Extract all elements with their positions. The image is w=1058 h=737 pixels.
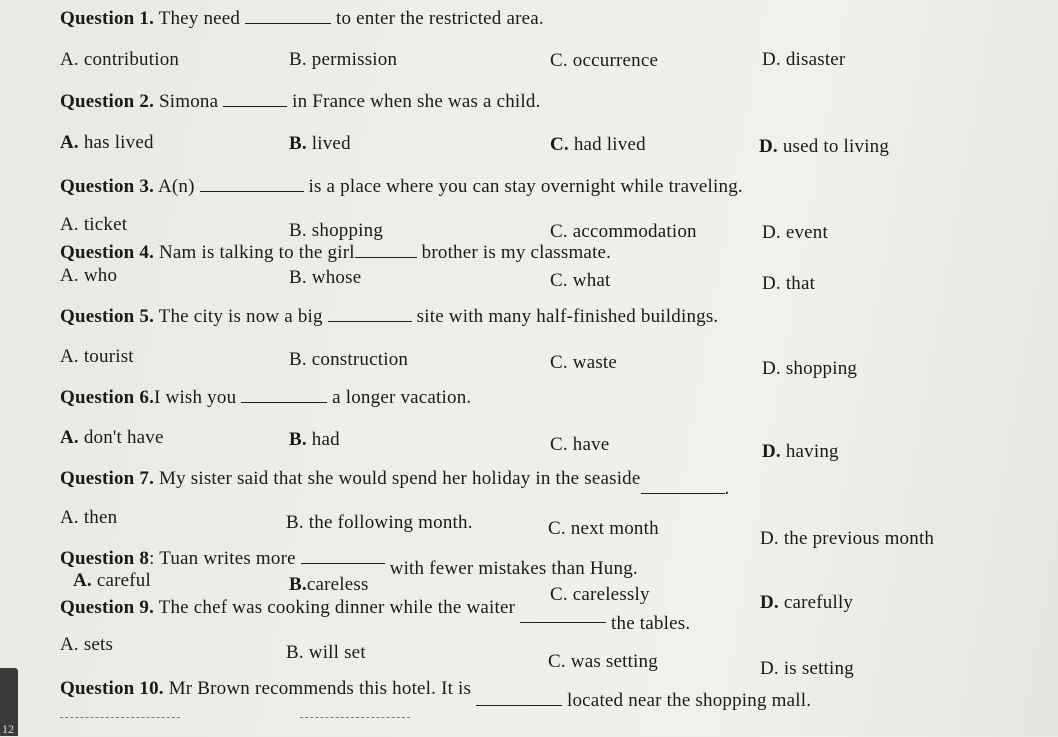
question-4-option-a[interactable] xyxy=(60,265,117,287)
question-1-stem xyxy=(60,8,544,30)
option-text: whose xyxy=(306,267,362,288)
question-3-option-d[interactable] xyxy=(762,222,828,244)
question-4-option-c[interactable] xyxy=(550,270,611,292)
option-text: shopping xyxy=(306,220,384,241)
question-5-option-a[interactable] xyxy=(60,346,134,368)
question-1-option-b[interactable] xyxy=(289,49,397,71)
question-3-option-c[interactable] xyxy=(550,221,697,243)
option-letter: D. xyxy=(760,528,779,549)
answer-blank[interactable] xyxy=(328,307,412,322)
question-6-option-d[interactable] xyxy=(762,441,839,463)
option-letter: D. xyxy=(762,441,781,462)
option-text: having xyxy=(780,441,839,462)
question-text-after: is a place where you can stay overnight while traveling. xyxy=(303,176,743,197)
option-letter: B. xyxy=(289,220,307,241)
option-letter: B. xyxy=(286,642,304,663)
question-5-option-b[interactable] xyxy=(289,349,408,371)
question-text-after: a longer vacation. xyxy=(327,387,472,408)
answer-blank[interactable] xyxy=(241,388,327,403)
option-letter: A. xyxy=(60,132,79,153)
question-text-before: Nam is talking to the girl xyxy=(154,242,355,263)
question-7-option-b[interactable] xyxy=(286,512,473,534)
option-letter: C. xyxy=(550,584,568,605)
option-letter: B. xyxy=(289,133,307,154)
answer-blank[interactable] xyxy=(245,9,331,24)
question-text-before: I wish you xyxy=(154,387,242,408)
option-text: the following month. xyxy=(303,512,473,533)
question-8-option-a[interactable] xyxy=(73,570,151,592)
option-letter: C. xyxy=(550,434,568,455)
answer-blank[interactable] xyxy=(301,549,385,564)
question-label: Question 9. xyxy=(60,597,155,618)
question-5-stem xyxy=(60,306,718,328)
question-4-option-d[interactable] xyxy=(762,273,815,295)
option-letter: D. xyxy=(759,136,778,157)
question-3-option-a[interactable] xyxy=(60,214,127,236)
question-10-stem xyxy=(60,678,812,711)
option-letter: A. xyxy=(60,634,79,655)
option-letter: C. xyxy=(550,270,568,291)
question-text-before: : Tuan writes more xyxy=(149,548,301,569)
option-letter: C. xyxy=(550,221,568,242)
question-2-option-d[interactable] xyxy=(759,136,889,158)
question-6-option-a[interactable] xyxy=(60,427,164,449)
option-text: has lived xyxy=(78,132,154,153)
margin-mark: 12 xyxy=(2,722,14,736)
question-text-before: They need xyxy=(154,8,246,29)
question-5-option-d[interactable] xyxy=(762,358,857,380)
question-2-option-c[interactable] xyxy=(550,134,646,156)
option-text: carefully xyxy=(778,592,854,613)
question-label: Question 2. xyxy=(60,91,155,112)
option-text: occurrence xyxy=(567,50,659,71)
option-letter: A. xyxy=(60,214,79,235)
option-letter: C. xyxy=(550,134,569,155)
question-label: Question 6. xyxy=(60,387,155,408)
answer-blank[interactable] xyxy=(520,608,606,623)
question-7-option-a[interactable] xyxy=(60,507,117,529)
question-4-option-b[interactable] xyxy=(289,267,361,289)
option-letter: D. xyxy=(760,658,779,679)
option-text: then xyxy=(78,507,118,528)
question-9-option-b[interactable] xyxy=(286,642,366,664)
option-text: construction xyxy=(306,349,409,370)
question-8-option-d[interactable] xyxy=(760,592,853,614)
option-letter: A. xyxy=(60,49,79,70)
question-2-option-a[interactable] xyxy=(60,132,154,154)
question-text-before: My sister said that she would spend her holiday in the seaside xyxy=(154,468,641,489)
question-label: Question 10. xyxy=(60,678,164,699)
cut-off-line xyxy=(300,717,410,719)
question-2-option-b[interactable] xyxy=(289,133,351,155)
option-text: had xyxy=(306,429,340,450)
question-1-option-a[interactable] xyxy=(60,49,179,71)
option-letter: B. xyxy=(286,512,304,533)
option-text: was setting xyxy=(565,651,658,672)
option-text: tourist xyxy=(78,346,134,367)
question-6-stem xyxy=(60,387,471,409)
option-text: used to living xyxy=(777,136,890,157)
question-8-option-b[interactable] xyxy=(289,574,369,596)
option-text: had lived xyxy=(568,134,646,155)
question-text-before: The chef was cooking dinner while the waiter xyxy=(154,597,521,618)
question-1-option-c[interactable] xyxy=(550,50,658,72)
question-8-stem xyxy=(60,548,638,579)
question-text-after: site with many half-finished buildings. xyxy=(411,306,719,327)
option-text: carelessly xyxy=(567,584,650,605)
option-letter: D. xyxy=(762,49,781,70)
option-letter: C. xyxy=(548,651,566,672)
option-text: who xyxy=(78,265,118,286)
option-letter: B. xyxy=(289,267,307,288)
option-text: ticket xyxy=(78,214,128,235)
option-letter: D. xyxy=(762,358,781,379)
option-letter: C. xyxy=(550,50,568,71)
option-text: lived xyxy=(306,133,351,154)
question-label: Question 1. xyxy=(60,8,155,29)
question-label: Question 8 xyxy=(60,548,150,569)
question-text-after: brother is my classmate. xyxy=(416,242,612,263)
option-letter: B. xyxy=(289,49,307,70)
question-label: Question 3. xyxy=(60,176,155,197)
question-7-option-c[interactable] xyxy=(548,518,659,540)
option-text: the previous month xyxy=(778,528,935,549)
question-3-stem xyxy=(60,176,743,198)
question-7-stem xyxy=(60,468,730,499)
question-1-option-d[interactable] xyxy=(762,49,845,71)
option-text: sets xyxy=(78,634,114,655)
option-text: disaster xyxy=(780,49,846,70)
option-text: what xyxy=(567,270,611,291)
question-9-option-a[interactable] xyxy=(60,634,113,656)
question-9-stem xyxy=(60,597,691,634)
option-text: contribution xyxy=(78,49,180,70)
answer-blank[interactable] xyxy=(223,92,287,107)
question-4-stem xyxy=(60,242,611,264)
option-letter: A. xyxy=(60,427,79,448)
question-text-after: . xyxy=(724,478,730,499)
option-letter: A. xyxy=(60,265,79,286)
option-letter: A. xyxy=(73,570,92,591)
option-letter: C. xyxy=(548,518,566,539)
question-9-option-c[interactable] xyxy=(548,651,658,673)
option-letter: A. xyxy=(60,346,79,367)
question-5-option-c[interactable] xyxy=(550,352,617,374)
option-letter: B. xyxy=(289,574,307,595)
option-text: that xyxy=(780,273,816,294)
option-letter: A. xyxy=(60,507,79,528)
option-letter: B. xyxy=(289,349,307,370)
question-text-after: to enter the restricted area. xyxy=(331,8,544,29)
question-6-option-b[interactable] xyxy=(289,429,340,451)
question-text-after: located near the shopping mall. xyxy=(562,690,812,711)
question-text-before: Mr Brown recommends this hotel. It is xyxy=(163,678,477,699)
option-text: careful xyxy=(91,570,151,591)
question-6-option-c[interactable] xyxy=(550,434,609,456)
cut-off-line xyxy=(60,717,180,719)
question-7-option-d[interactable] xyxy=(760,528,934,550)
option-letter: D. xyxy=(762,222,781,243)
question-2-stem xyxy=(60,91,541,113)
option-text: will set xyxy=(303,642,366,663)
question-9-option-d[interactable] xyxy=(760,658,854,680)
option-letter: C. xyxy=(550,352,568,373)
option-text: careless xyxy=(306,574,369,595)
question-label: Question 4. xyxy=(60,242,155,263)
option-text: permission xyxy=(306,49,398,70)
question-text-after: the tables. xyxy=(606,613,691,634)
option-text: accommodation xyxy=(567,221,697,242)
option-letter: B. xyxy=(289,429,307,450)
question-text-after: with fewer mistakes than Hung. xyxy=(384,558,638,579)
question-text-before: The city is now a big xyxy=(154,306,328,327)
question-text-before: A(n) xyxy=(154,176,200,197)
option-text: event xyxy=(780,222,828,243)
answer-blank[interactable] xyxy=(355,243,417,258)
question-text-before: Simona xyxy=(154,91,224,112)
answer-blank[interactable] xyxy=(476,691,562,706)
answer-blank[interactable] xyxy=(200,177,304,192)
option-letter: D. xyxy=(760,592,779,613)
option-letter: D. xyxy=(762,273,781,294)
option-text: waste xyxy=(567,352,618,373)
option-text: have xyxy=(567,434,610,455)
question-label: Question 5. xyxy=(60,306,155,327)
question-text-after: in France when she was a child. xyxy=(287,91,541,112)
option-text: next month xyxy=(565,518,659,539)
question-3-option-b[interactable] xyxy=(289,220,383,242)
option-text: don't have xyxy=(78,427,164,448)
answer-blank[interactable] xyxy=(641,479,725,494)
option-text: shopping xyxy=(780,358,858,379)
question-label: Question 7. xyxy=(60,468,155,489)
option-text: is setting xyxy=(778,658,854,679)
